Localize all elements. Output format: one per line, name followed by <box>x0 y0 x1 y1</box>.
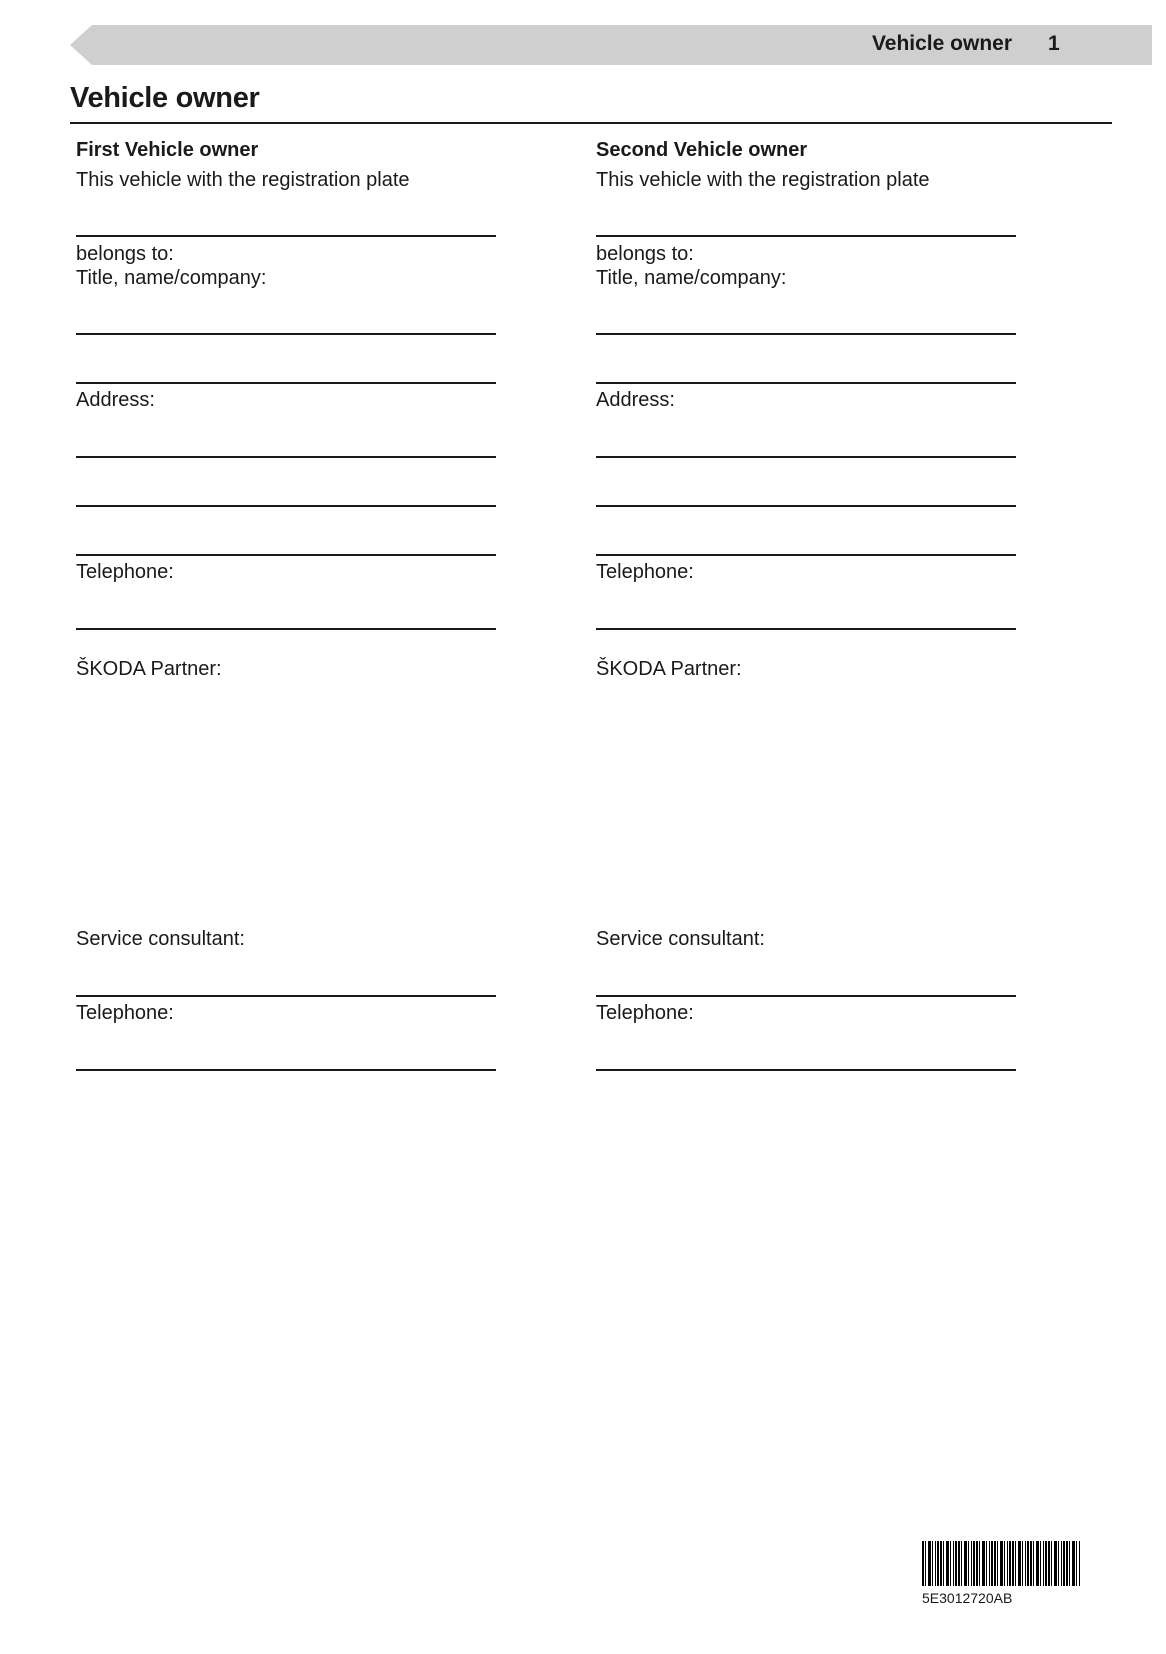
service-consultant-field[interactable] <box>76 995 496 997</box>
address-label: Address: <box>76 389 155 411</box>
header-section-title: Vehicle owner <box>871 32 1012 55</box>
consultant-telephone-label: Telephone: <box>76 1002 174 1024</box>
name-company-field-1[interactable] <box>596 333 1016 335</box>
service-consultant-label: Service consultant: <box>596 928 765 950</box>
owner-heading: First Vehicle owner <box>76 139 259 161</box>
address-label: Address: <box>596 389 675 411</box>
telephone-field[interactable] <box>596 628 1016 630</box>
address-field-2[interactable] <box>76 505 496 507</box>
registration-plate-field[interactable] <box>596 235 1016 237</box>
consultant-telephone-field[interactable] <box>76 1069 496 1071</box>
barcode-graphic <box>922 1541 1080 1586</box>
skoda-partner-label: ŠKODA Partner: <box>596 658 742 680</box>
telephone-label: Telephone: <box>76 561 174 583</box>
telephone-field[interactable] <box>76 628 496 630</box>
registration-intro: This vehicle with the registration plate <box>76 169 410 191</box>
header-chapter-number: 1 <box>1048 32 1060 55</box>
registration-intro: This vehicle with the registration plate <box>596 169 930 191</box>
address-field-3[interactable] <box>76 554 496 556</box>
second-owner-form <box>596 0 1036 1654</box>
service-consultant-field[interactable] <box>596 995 1016 997</box>
page-title: Vehicle owner <box>70 82 260 114</box>
address-field-3[interactable] <box>596 554 1016 556</box>
belongs-to-label: belongs to: <box>76 243 174 265</box>
name-company-field-2[interactable] <box>76 382 496 384</box>
name-company-field-2[interactable] <box>596 382 1016 384</box>
address-field-2[interactable] <box>596 505 1016 507</box>
barcode-number: 5E3012720AB <box>922 1590 1013 1606</box>
name-company-field-1[interactable] <box>76 333 496 335</box>
owner-heading: Second Vehicle owner <box>596 139 808 161</box>
skoda-partner-label: ŠKODA Partner: <box>76 658 222 680</box>
name-company-label: Title, name/company: <box>76 267 267 289</box>
first-owner-form <box>76 0 516 1654</box>
consultant-telephone-field[interactable] <box>596 1069 1016 1071</box>
registration-plate-field[interactable] <box>76 235 496 237</box>
belongs-to-label: belongs to: <box>596 243 694 265</box>
address-field-1[interactable] <box>596 456 1016 458</box>
name-company-label: Title, name/company: <box>596 267 787 289</box>
telephone-label: Telephone: <box>596 561 694 583</box>
address-field-1[interactable] <box>76 456 496 458</box>
service-consultant-label: Service consultant: <box>76 928 245 950</box>
consultant-telephone-label: Telephone: <box>596 1002 694 1024</box>
